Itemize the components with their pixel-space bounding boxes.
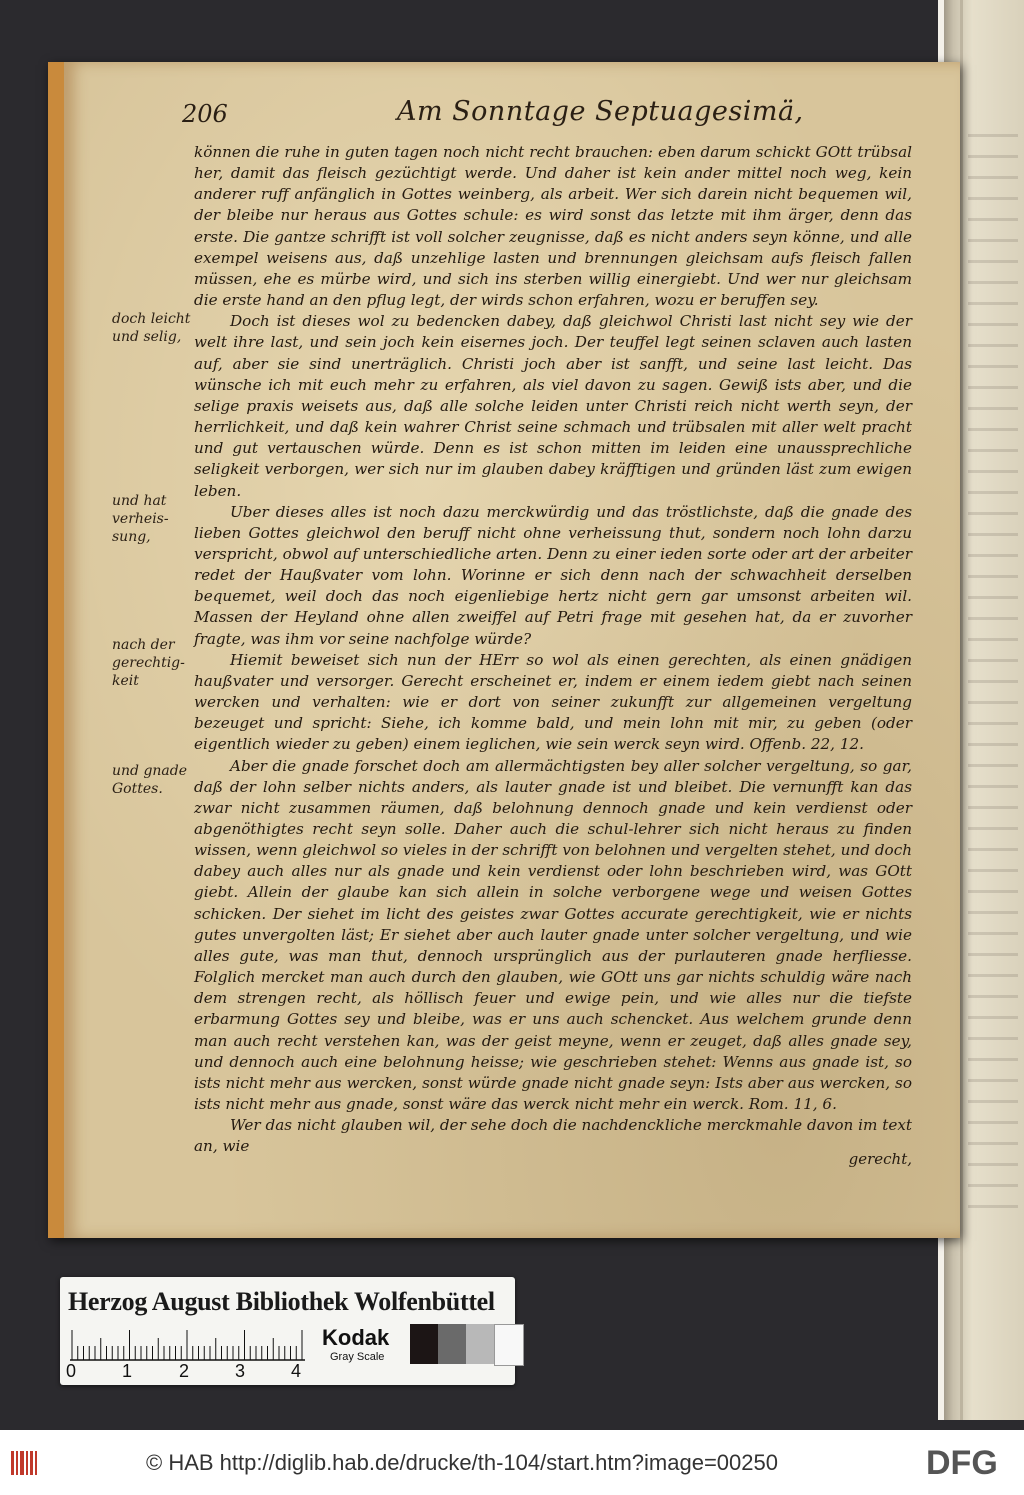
paragraph: Hiemit beweiset sich nun der HErr so wol als einen gerechten, als einen gnädigen haußvater und versorger. Gerecht erscheinet er, indem er einem iedem giebt nach seinen wercken und verhalten: wie er dort von seiner zukunfft zur allgemeinen vergeltung bezeuget und spricht: Siehe, ich komme bald, und mein lohn mit mir, zu geben (oder eigentlich wieder zu geben) einem ieglichen, wie sein werck seyn wird. Offenb. 22, 12. bbox=[194, 650, 912, 754]
paragraph: Uber dieses alles ist noch dazu merckwürdig und das tröstlichste, daß die gnade des lieben Gottes gleichwol den beruff nicht ohne verheissung thut, sondern noch lohn darzu verspricht, obwol auf unterschiedliche arten. Denn zu einer ieden sorte oder art der arbeiter redet der Haußvater vom lohn. Worinne er sich denn nach der schwachheit derselben bequemet, weil doch das noch eigenliebige hertz nicht gern gar umsonst arbeiten wil. Massen der Heyland ohne allen zweiffel auf Petri frage mit gesehen hat, da er zuvorher fragte, was ihm vor seine nachfolge würde? bbox=[194, 502, 912, 648]
ruler-number: 0 bbox=[66, 1361, 77, 1381]
paragraph: Aber die gnade forschet doch am allermächtigsten bey aller solcher vergeltung, so gar, daß der lohn selber nichts anders, als lauter gnade ist und bleibet. Die vernunfft kan das zwar nicht zusammen räumen, daß belohnung dennoch gnade und kein verdienst oder abgenöthigtes recht seyn solle. Daher auch die schul-lehrer sich nicht heraus zu finden wissen, wenn gleichwol so vieles in der schrifft von belohnen und vergelten stehet, und doch dabey auch alles nur als gnade und kein verdienst oder lohn beschrieben wird, was GOtt giebt. Allein der glaube kan sich allein in solche verborgene wege und weisen Gottes schicken. Der siehet im licht des geistes zwar Gottes accurate gerechtigkeit, wie er nichts gutes unvergolten läst; Er siehet aber auch lauter gnade unter solcher vergeltung, und wie alles gute, was man thut, dennoch ursprünglich aus der purlauteren gnade herfliesse. Folglich mercket man auch durch den glauben, wie GOtt uns gar nichts schuldig wäre nach dem strengen recht, als höllisch feuer und ewige pein, und wie alles nur die tiefste erbarmung Gottes sey und bleibe, was er uns auch schencket. Aus welchem grunde denn man auch recht verstehen kan, was der geist meyne, wenn er zeuget, daß alles gnade sey, und dennoch auch eine belohnung heisse; wie geschrieben stehet: Wenns aus gnade ist, so ists nicht mehr aus wercken, sonst würde gnade nicht gnade seyn: Ists aber aus wercken, so ists nicht mehr aus gnade, sonst wäre das werck nicht mehr ein werck. Rom. 11, 6. bbox=[194, 756, 912, 1114]
running-title: Am Sonntage Septuagesimä, bbox=[397, 96, 804, 127]
barcode-icon bbox=[10, 1448, 40, 1478]
dfg-logo bbox=[926, 1444, 1014, 1480]
margin-note: und gnade Gottes. bbox=[112, 763, 188, 797]
ruler-number: 4 bbox=[291, 1361, 302, 1381]
kodak-subtitle: Gray Scale bbox=[330, 1351, 385, 1363]
ruler-number: 2 bbox=[179, 1361, 190, 1381]
gray-swatch-white bbox=[494, 1324, 524, 1366]
library-name: Herzog August Bibliothek Wolfenbüttel bbox=[68, 1287, 495, 1316]
margin-note: nach der gerechtig-keit bbox=[112, 637, 185, 689]
source-url[interactable]: © HAB http://diglib.hab.de/drucke/th-104/start.htm?image=00250 bbox=[146, 1450, 778, 1475]
gray-swatch-black bbox=[410, 1324, 438, 1364]
catchword: gerecht, bbox=[848, 1150, 912, 1168]
ruler-number: 3 bbox=[235, 1361, 246, 1381]
library-label bbox=[60, 1277, 515, 1385]
margin-note: doch leicht und selig, bbox=[112, 311, 191, 345]
body-text bbox=[194, 142, 912, 1158]
dfg-logo-text: DFG bbox=[926, 1444, 998, 1480]
kodak-logo: Kodak bbox=[322, 1325, 390, 1350]
margin-note: und hat verheis-sung, bbox=[112, 493, 169, 545]
paragraph: Doch ist dieses wol zu bedencken dabey, daß gleichwol Christi last nicht sey wie der welt ihre last, und sein joch kein eisernes joch. Der teuffel legt seinen sclaven auch lasten auf, aber sie sind unerträglich. Christi joch aber ist sanfft, und seine last leicht. Das wünsche ich mit euch mehr zu erfahren, als viel davon zu sagen. Gewiß ists aber, und die selige praxis weisets aus, daß alle solche leiden unter Christi reich nicht werth seyn, der herrlichkeit, und daß kein wahrer Christ seine schmach und trübsalen mit aller welt pracht und gut vertauschen würde. Denn es ist schon mitten im leiden eine unaussprechliche seligkeit verborgen, wer sich nur im glauben dabey kräfftigen und gründen läst zum ewigen leben. bbox=[194, 312, 912, 500]
paragraph: können die ruhe in guten tagen noch nicht recht brauchen: eben darum schickt GOtt trübsal her, damit das fleisch gezüchtigt werde. Und daher ist kein ander mittel noch weg, kein anderer ruff anfänglich in Gottes weinberg, als arbeit. Wer sich darein nicht bequemen wil, der bleibe nur heraus aus Gottes schule: es wird sonst das letzte mit ihm ärger, denn das erste. Die gantze schrifft ist voll solcher zeugnisse, daß es nicht anders seyn könne, und alle exempel weisens aus, daß unzehlige lasten und brennungen gleichsam aufs fleisch fallen müssen, ehe es mürbe wird, und sich ins sterben willig einergiebt. Und wer nur gleichsam die erste hand an den pflug legt, der wirds schon erfahren, wozu er beruffen sey. bbox=[194, 143, 912, 310]
page-number: 206 bbox=[182, 100, 228, 128]
ruler-number: 1 bbox=[122, 1361, 133, 1381]
scale-ruler bbox=[70, 1327, 305, 1361]
page-header bbox=[182, 96, 922, 136]
gray-swatch-dark bbox=[438, 1324, 466, 1364]
paragraph: Wer das nicht glauben wil, der sehe doch die nachdenckliche merckmahle davon im text an, wie bbox=[194, 1116, 912, 1156]
gray-swatch-light bbox=[466, 1324, 494, 1364]
footer-bar bbox=[0, 1430, 1024, 1495]
